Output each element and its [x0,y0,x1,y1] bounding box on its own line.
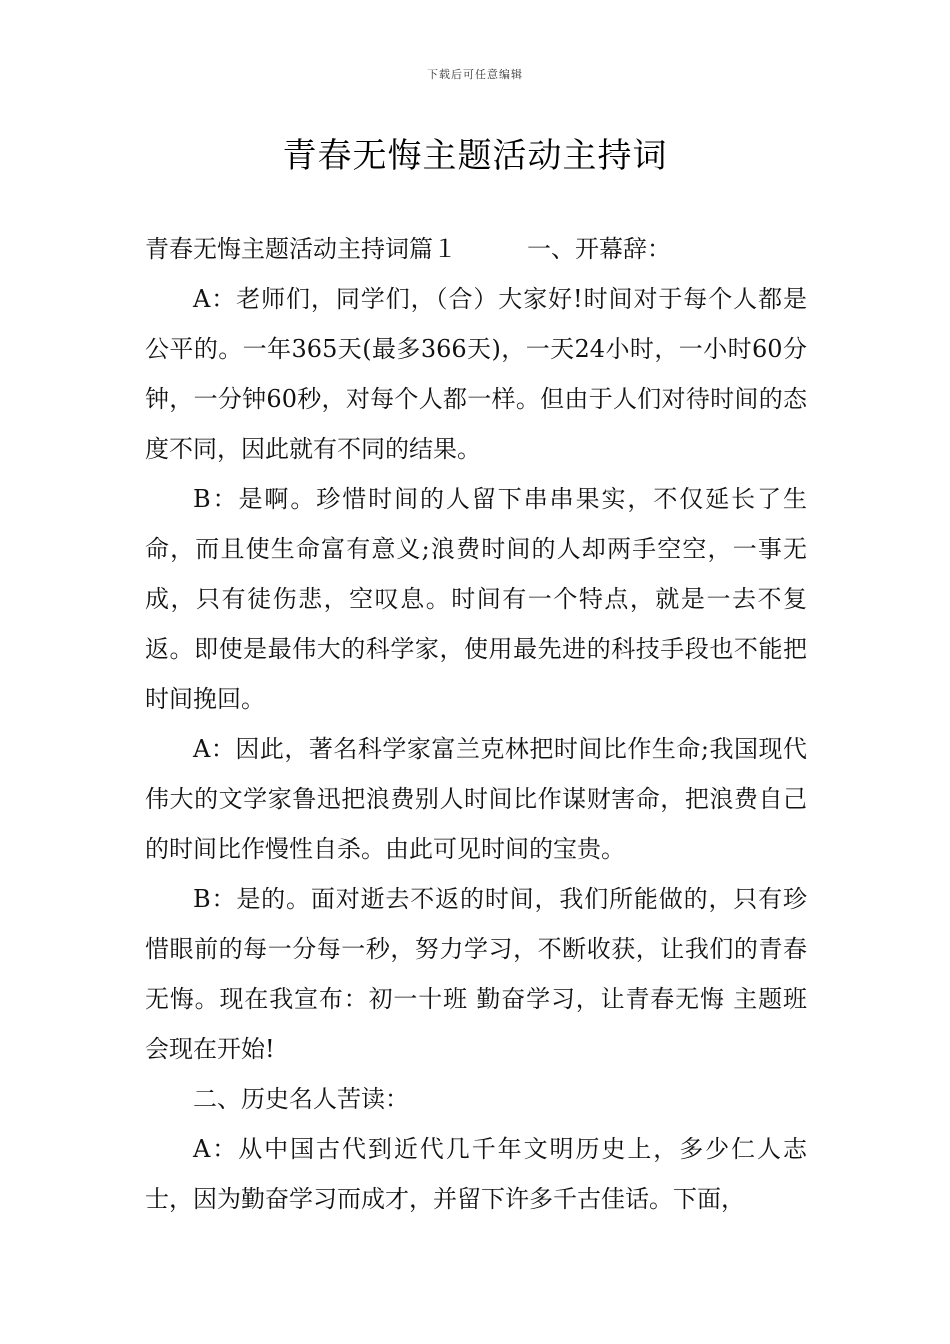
header-note: 下载后可任意编辑 [427,68,523,81]
paragraph: A：老师们，同学们，（合）大家好!时间对于每个人都是公平的。一年365天(最多366天)，一天24小时，一小时60分钟，一分钟60秒，对每个人都一样。但由于人们对待时间的态度不同，因此就有不同的结果。 [145,285,807,463]
paragraph: A：因此，著名科学家富兰克林把时间比作生命;我国现代伟大的文学家鲁迅把浪费别人时间比作谋财害命，把浪费自己的时间比作慢性自杀。由此可见时间的宝贵。 [145,735,807,863]
intro-line [145,224,807,274]
document-subtitle: 青春无悔主题活动主持词篇１ [145,235,457,263]
paragraph: B：是啊。珍惜时间的人留下串串果实，不仅延长了生命，而且使生命富有意义;浪费时间的人却两手空空，一事无成，只有徒伤悲，空叹息。时间有一个特点，就是一去不复返。即使是最伟大的科学家，使用最先进的科技手段也不能把时间挽回。 [145,485,807,713]
paragraph: B：是的。面对逝去不返的时间，我们所能做的，只有珍惜眼前的每一分每一秒，努力学习，不断收获，让我们的青春无悔。现在我宣布：初一十班 勤奋学习，让青春无悔 主题班会现在开始! [145,885,807,1063]
document-title: 青春无悔主题活动主持词 [282,136,668,176]
document-body [145,224,807,1224]
section-heading-history: 二、历史名人苦读： [193,1085,409,1113]
paragraph: A：从中国古代到近代几千年文明历史上，多少仁人志士，因为勤奋学习而成才，并留下许多千古佳话。下面， [145,1135,807,1213]
section-heading-opening: 一、开幕辞： [527,235,671,263]
